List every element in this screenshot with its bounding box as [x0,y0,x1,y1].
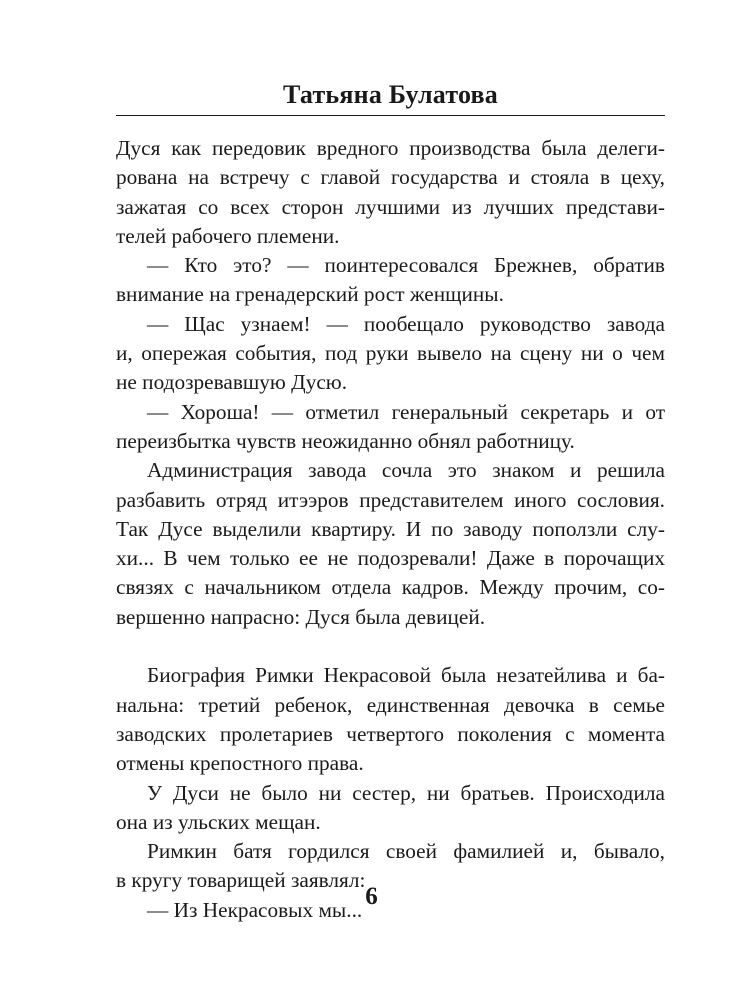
text-line: хи... В чем только ее не подозревали! Даже в порочащих [116,546,665,571]
text-line: в кругу товарищей заявлял: [116,868,366,893]
text-line: зажатая со всех сторон лучшими из лучших представи- [116,194,665,219]
text-line: Так Дусе выделили квартиру. И по заводу поползли слу- [116,516,665,541]
text-line: связях с начальником отдела кадров. Между прочим, со- [116,575,665,600]
page-number: 6 [365,883,378,910]
text-line: — Щас узнаем! — пообещало руководство завода [147,311,665,336]
text-line: разбавить отряд итээров представителем иного сословия. [116,487,665,512]
running-header [116,80,665,116]
text-line: Биография Римки Некрасовой была незатейлива и ба- [147,663,665,688]
text-line: отмены крепостного права. [116,751,364,776]
text-line: телей рабочего племени. [116,223,340,248]
text-line: рована на встречу с главой государства и стояла в цеху, [116,165,665,190]
text-line: — Кто это? — поинтересовался Брежнев, обратив [147,253,665,278]
text-line: не подозревавшую Дусю. [116,370,348,395]
text-line: вершенно напрасно: Дуся была девицей. [116,604,486,629]
text-line: Римкин батя гордился своей фамилией и, бывало, [147,839,665,864]
body-text [116,134,665,925]
text-line: — Хороша! — отметил генеральный секретарь и от [147,399,665,424]
text-line: У Дуси не было ни сестер, ни братьев. Происходила [147,780,665,805]
text-line: внимание на гренадерский рост женщины. [116,282,504,307]
text-line: заводских пролетариев четвертого поколения с момента [116,721,665,746]
text-line: нальна: третий ребенок, единственная девочка в семье [116,692,665,717]
text-line: — Из Некрасовых мы... [147,897,363,922]
text-line: Администрация завода сочла это знаком и решила [147,458,665,483]
text-line: и, опережая события, под руки вывело на сцену ни о чем [116,341,665,366]
running-header-author: Татьяна Булатова [283,80,498,109]
text-line: переизбытка чувств неожиданно обнял работницу. [116,428,575,453]
text-line: она из ульских мещан. [116,809,321,834]
text-line: Дуся как передовик вредного производства была делеги- [116,136,665,160]
section-break [116,632,665,661]
